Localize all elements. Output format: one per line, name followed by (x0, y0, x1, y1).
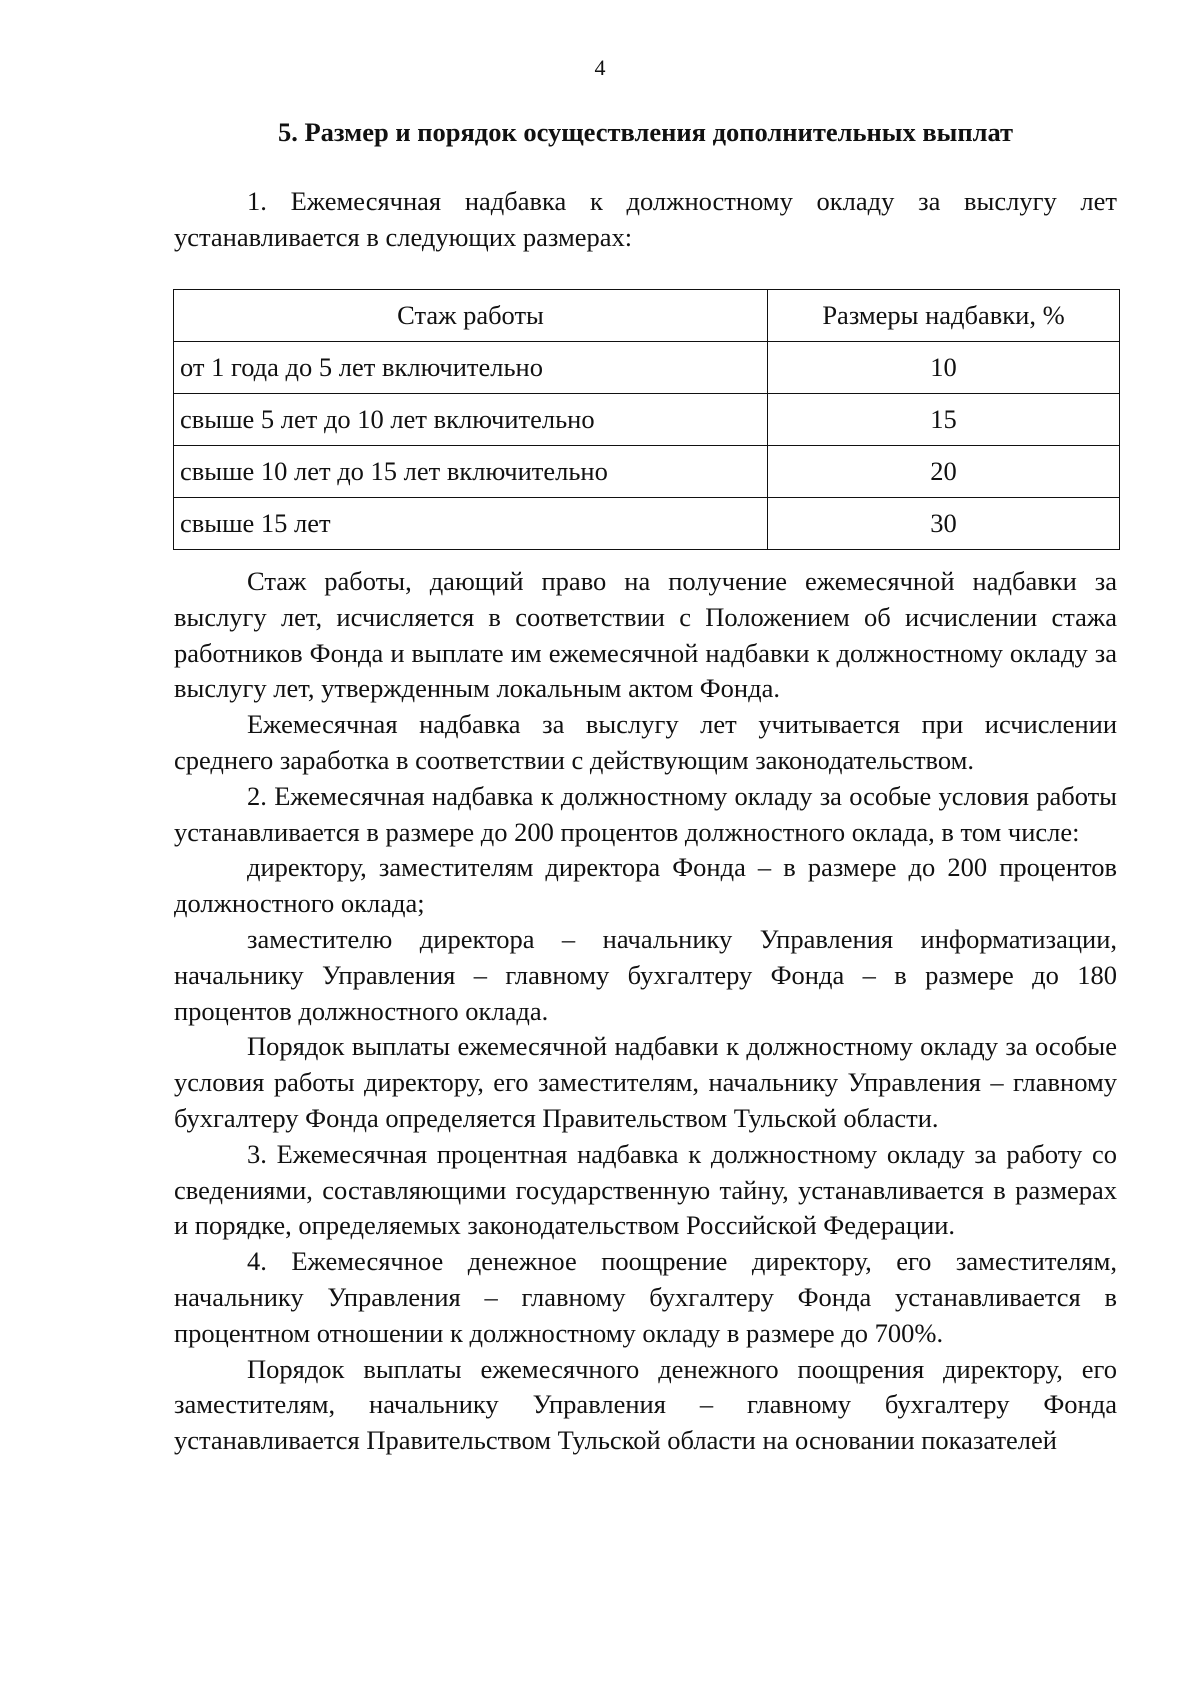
paragraph-seniority-calculation: Стаж работы, дающий право на получение ежемесячной надбавки за выслугу лет, исчисляется в соответствии с Положением об исчислении стажа работников Фонда и выплате им ежемесячной надбавки к должностному окладу за выслугу лет, утвержденным локальным актом Фонда. (174, 566, 1117, 704)
table-cell-period: свыше 10 лет до 15 лет включительно (174, 446, 768, 498)
page-number: 4 (594, 55, 606, 80)
table-row (174, 342, 1120, 394)
paragraph-state-secret: 3. Ежемесячная процентная надбавка к должностному окладу за работу со сведениями, составляющими государственную тайну, устанавливается в размерах и порядке, определяемых законодательством Российской Федерации. (174, 1138, 1117, 1241)
paragraph-director-rate: директору, заместителям директора Фонда – в размере до 200 процентов должностного оклада; (174, 852, 1117, 919)
table-header-rate: Размеры надбавки, % (768, 290, 1120, 342)
table-header-row (174, 290, 1120, 342)
paragraph-deputy-rate: заместителю директора – начальнику Управления информатизации, начальнику Управления – главному бухгалтеру Фонда – в размере до 180 процентов должностного оклада. (174, 923, 1117, 1026)
paragraph-monthly-bonus: 4. Ежемесячное денежное поощрение директору, его заместителям, начальнику Управления – главному бухгалтеру Фонда устанавливается в процентном отношении к должностному окладу в размере до 700%. (174, 1246, 1117, 1348)
table-cell-rate: 20 (768, 446, 1120, 498)
body-text (174, 564, 1117, 1459)
table-cell-period: свыше 15 лет (174, 498, 768, 550)
table-cell-rate: 10 (768, 342, 1120, 394)
table-row (174, 394, 1120, 446)
seniority-rate-table (173, 289, 1120, 550)
paragraph-special-conditions: 2. Ежемесячная надбавка к должностному окладу за особые условия работы устанавливается в размере до 200 процентов должностного оклада, в том числе: (174, 780, 1117, 847)
table-cell-period: от 1 года до 5 лет включительно (174, 342, 768, 394)
paragraph-monthly-bonus-procedure: Порядок выплаты ежемесячного денежного поощрения директору, его заместителям, начальнику Управления – главному бухгалтеру Фонда устанавливается Правительством Тульской области на основании показателей (174, 1353, 1117, 1456)
table-cell-period: свыше 5 лет до 10 лет включительно (174, 394, 768, 446)
table-row (174, 498, 1120, 550)
table-cell-rate: 15 (768, 394, 1120, 446)
section-heading: 5. Размер и порядок осуществления дополнительных выплат (277, 117, 1014, 147)
table-cell-rate: 30 (768, 498, 1120, 550)
table-header-period: Стаж работы (174, 290, 768, 342)
table-row (174, 446, 1120, 498)
paragraph-average-earnings: Ежемесячная надбавка за выслугу лет учитывается при исчислении среднего заработка в соответствии с действующим законодательством. (174, 709, 1117, 775)
paragraph-special-conditions-procedure: Порядок выплаты ежемесячной надбавки к должностному окладу за особые условия работы директору, его заместителям, начальнику Управления – главному бухгалтеру Фонда определяется Правительством Тульской области. (174, 1031, 1117, 1133)
intro-paragraph: 1. Ежемесячная надбавка к должностному окладу за выслугу лет устанавливается в следующих размерах: (174, 186, 1117, 252)
